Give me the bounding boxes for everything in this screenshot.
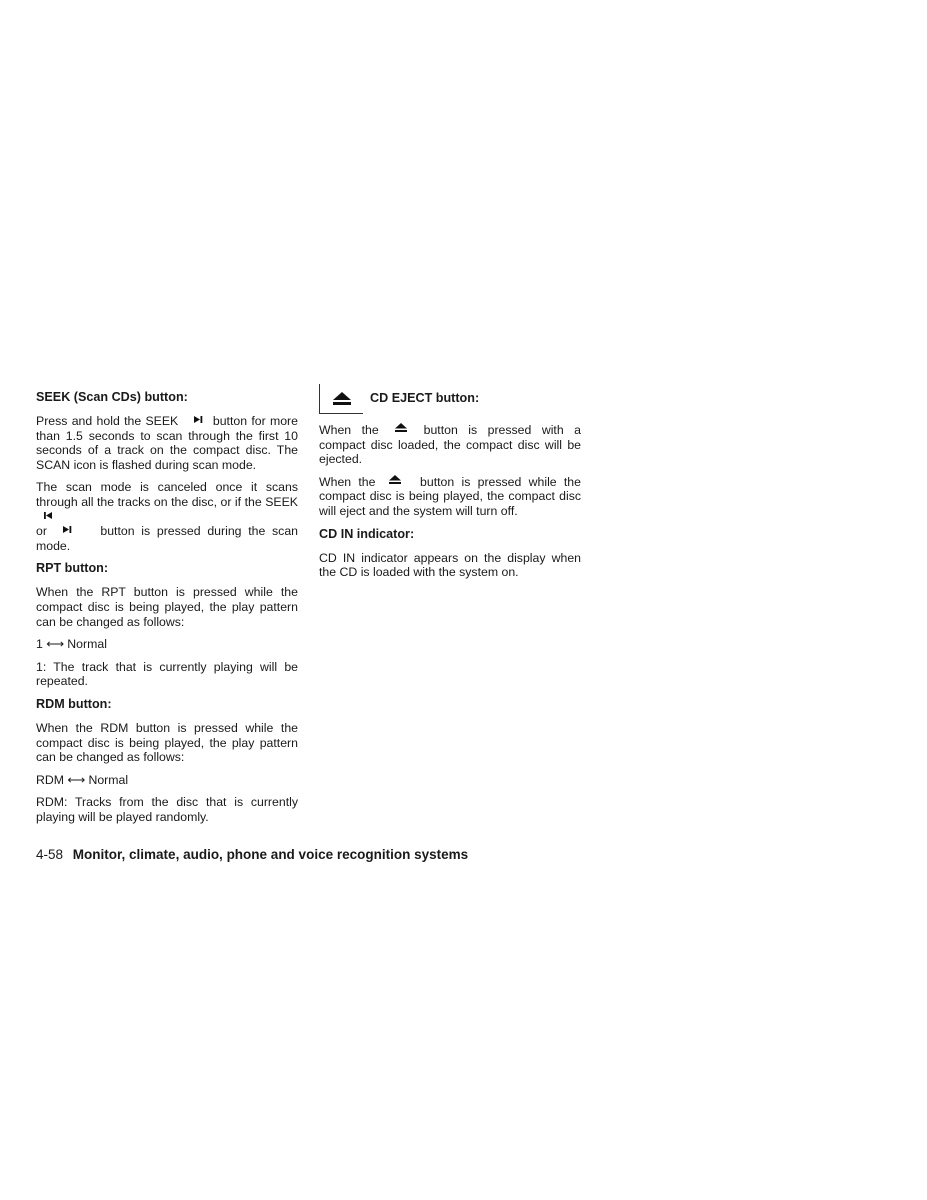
eject-paragraph-2 [319, 475, 581, 519]
seek-back-icon [36, 510, 58, 521]
seek-forward-icon [183, 414, 209, 425]
eject-p1-text-b: button is pressed with a compact disc loaded, the compact disc will be ejected. [319, 423, 581, 467]
eject-paragraph-1 [319, 423, 581, 467]
rdm-heading: RDM button: [36, 696, 112, 711]
eject-p2-text-a: When the [319, 474, 376, 489]
seek-p2-text-b: or [36, 524, 47, 539]
seek-forward-icon [54, 524, 94, 535]
left-column [36, 390, 298, 832]
rpt-paragraph-1: When the RPT button is pressed while the compact disc is being played, the play pattern can be changed as follows: [36, 585, 298, 629]
seek-p2-text-a: The scan mode is canceled once it scans through all the tracks on the disc, or if the SEEK [36, 480, 298, 509]
right-column-body [319, 423, 581, 588]
cdin-heading: CD IN indicator: [319, 526, 415, 541]
footer-title: Monitor, climate, audio, phone and voice recognition systems [72, 847, 469, 862]
rdm-paragraph-2: RDM: Tracks from the disc that is currently playing will be played randomly. [36, 795, 298, 824]
rpt-paragraph-2: 1: The track that is currently playing will be repeated. [36, 659, 298, 689]
seek-paragraph-2 [36, 480, 298, 553]
page-footer [36, 847, 468, 862]
seek-p1-text-a: Press and hold the SEEK [36, 414, 179, 428]
page-number: 4-58 [36, 847, 64, 862]
eject-p2-text-b: button is pressed while the compact disc is being played, the compact disc will eject and the system will turn off. [319, 474, 581, 518]
seek-heading: SEEK (Scan CDs) button: [36, 390, 188, 404]
eject-icon [333, 392, 351, 406]
eject-p1-text-a: When the [319, 423, 379, 437]
rdm-pattern: RDM ⟷ Normal [36, 772, 129, 787]
rpt-heading: RPT button: [36, 561, 109, 576]
eject-icon-box [319, 384, 363, 414]
seek-p1-text-b: button for more than 1.5 seconds to scan through the first 10 seconds of a track on the compact disc. The SCAN icon is flashed during scan mode. [36, 414, 298, 472]
rdm-paragraph-1: When the RDM button is pressed while the compact disc is being played, the play pattern can be changed as follows: [36, 720, 298, 765]
cdin-paragraph: CD IN indicator appears on the display when the CD is loaded with the system on. [319, 550, 581, 580]
cd-eject-heading: CD EJECT button: [370, 391, 480, 405]
eject-icon [389, 423, 413, 434]
eject-icon [383, 475, 413, 486]
seek-p2-text-c: button is pressed during the scan mode. [36, 524, 298, 553]
seek-paragraph-1 [36, 414, 298, 472]
rpt-pattern: 1 ⟷ Normal [36, 637, 107, 652]
